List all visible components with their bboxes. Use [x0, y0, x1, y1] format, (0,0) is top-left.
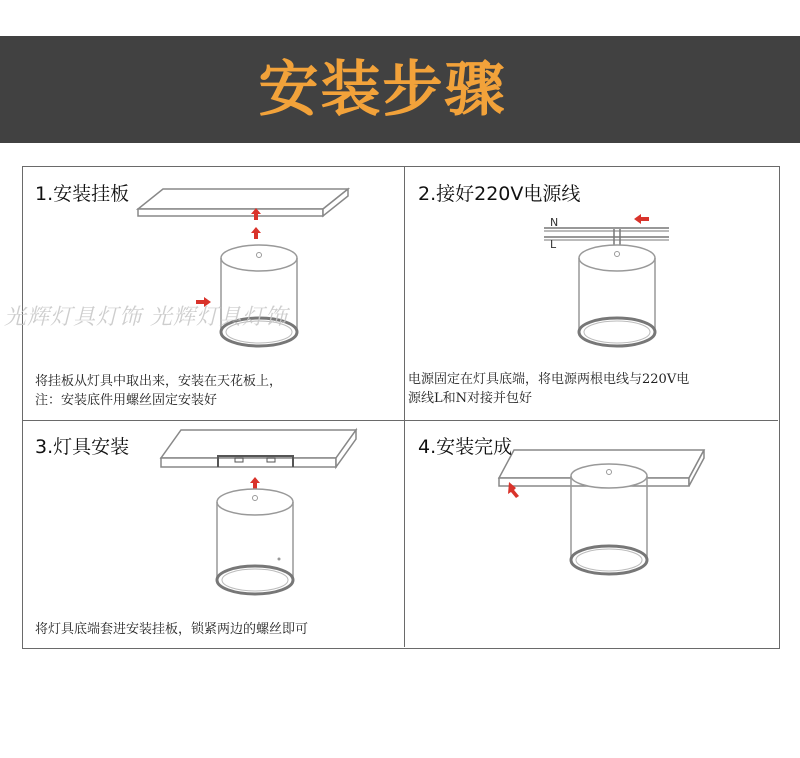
step-3-desc-line-1: 将灯具底端套进安装挂板，锁紧两边的螺丝即可 — [35, 622, 309, 637]
up-arrow-icon — [251, 208, 261, 239]
step-1-desc-line-1: 将挂板从灯具中取出来，安装在天花板上， — [35, 374, 283, 389]
step-2-desc-line-1: 电源固定在灯具底端，将电源两根电线与220V电 — [408, 372, 690, 387]
step-2-desc-line-2: 源线L和N对接并包好 — [408, 391, 533, 406]
step-3-panel — [23, 420, 405, 647]
wire-label-l: L — [550, 238, 557, 251]
step-2-title: 2.接好220V电源线 — [418, 183, 581, 205]
step-1-title: 1.安装挂板 — [35, 183, 130, 205]
up-arrow-icon — [250, 477, 260, 489]
step-4-panel — [404, 420, 778, 647]
wire-label-n: N — [550, 216, 559, 229]
step-1-panel — [23, 167, 405, 421]
step-2-panel — [404, 167, 778, 421]
step-4-title: 4.安装完成 — [418, 436, 513, 458]
step-3-title: 3.灯具安装 — [35, 436, 130, 458]
left-arrow-icon — [634, 214, 649, 224]
step-1-desc-line-2: 注：安装底件用螺丝固定安装好 — [35, 393, 218, 408]
instruction-grid — [22, 166, 780, 649]
watermark: 光辉灯具灯饰 光辉灯具灯饰 — [4, 305, 288, 330]
page-title: 安装步骤 — [258, 55, 507, 125]
header-banner — [0, 36, 800, 143]
